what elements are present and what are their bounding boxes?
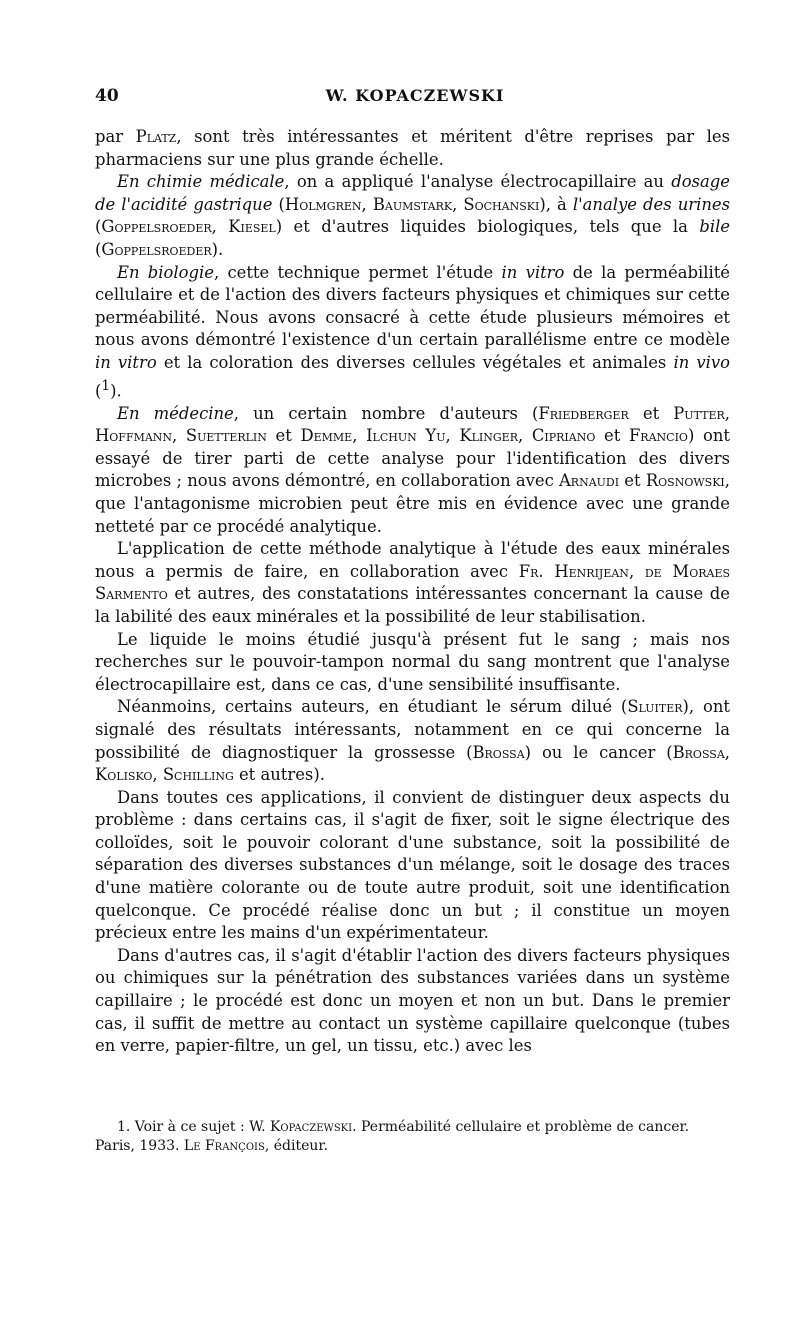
author-name: Rosnowski — [645, 471, 725, 491]
text-run: ( — [95, 239, 102, 259]
author-name: Le François — [183, 1138, 265, 1154]
author-name: Cipriano — [531, 426, 596, 446]
paragraph — [95, 262, 730, 403]
text-run: ), à — [539, 194, 573, 214]
text-run: , — [152, 765, 163, 785]
text-run: , — [724, 742, 730, 762]
text-run: et la coloration des diverses cellules végétales et animales — [156, 352, 674, 372]
text-run: Dans d'autres cas, il s'agit d'établir l'action des divers facteurs physiques ou chimiques sur la pénétration des substances variées dans un système capillaire ; le procédé est donc un moyen et non un but. Dans le premier cas, il suffit de mettre au contact un système capillaire quelconque (tubes en verre, papier-filtre, un gel, un tissu, etc.) avec les — [95, 945, 730, 1056]
author-name: Schilling — [162, 765, 234, 785]
text-run: ). — [211, 239, 224, 259]
footnote — [95, 1118, 730, 1156]
text-run: , — [211, 217, 229, 237]
italic-text: bile — [699, 217, 731, 237]
text-run: , — [361, 194, 373, 214]
text-run: par — [95, 127, 136, 146]
paragraph — [95, 403, 730, 539]
text-run: , — [352, 426, 367, 446]
text-run: 1. Voir à ce sujet : W. — [117, 1119, 270, 1135]
author-name: Francio — [628, 426, 688, 446]
text-run: . Perméabilité cellulaire et problème de cancer. Paris, 1933. — [95, 1119, 690, 1154]
author-name: Ilchun Yu — [366, 426, 446, 446]
paragraph — [95, 945, 730, 1058]
paragraph — [95, 538, 730, 628]
text-run: de la perméabilité cellulaire et de l'action des divers facteurs physiques et chimiques sur cette perméabilité. Nous avons consacré à cette étude plusieurs mémoires et nous avons démontré l'existence d'un certain parallélisme entre ce modèle — [95, 262, 730, 350]
author-name: Holmgren — [284, 194, 362, 214]
text-run: ) ont essayé de tirer parti de cette analyse pour l'identification des divers microbes ; nous avons démontré, en collaboration avec — [95, 426, 731, 491]
page-header — [95, 86, 735, 116]
paragraph — [95, 126, 730, 171]
italic-text: En biologie — [117, 262, 214, 282]
text-run: Dans toutes ces applications, il convient de distinguer deux aspects du problème : dans certains cas, il s'agit de fixer, soit le signe électrique des colloïdes, soit le pouvoir colorant d'une substance, soit la possibilité de séparation des diverses substances d'un mélange, soit le dosage des traces d'une matière colorante ou de toute autre produit, soit une identification quelconque. Ce procédé réalise donc un but ; il constitue un moyen précieux entre les mains d'un expérimentateur. — [95, 787, 730, 943]
text-run: Néanmoins, certains auteurs, en étudiant le sérum dilué ( — [117, 697, 628, 717]
author-name: Putter — [673, 403, 725, 423]
text-run: ). — [110, 381, 122, 400]
author-name: Sochanski — [463, 194, 540, 214]
text-run: , — [724, 403, 730, 423]
author-name: Friedberger — [538, 403, 629, 423]
author-name: Brossa — [672, 742, 725, 762]
footnote-text — [95, 1118, 730, 1156]
text-run: ) ou le cancer ( — [524, 742, 673, 762]
text-run: ), ont signalé des résultats intéressants, notamment en ce qui concerne la possibilité de diagnostiquer la grossesse ( — [95, 697, 731, 762]
italic-text: l'analye des urines — [572, 194, 731, 214]
author-name: Kiesel — [228, 217, 276, 237]
text-run: ( — [95, 217, 102, 237]
author-name: Arnaudi — [558, 471, 620, 491]
italic-text: in vivo — [673, 352, 730, 372]
text-run: , que l'antagonisme microbien peut être mis en évidence avec une grande netteté par ce procédé analytique. — [95, 471, 730, 536]
author-name: Goppelsroeder — [101, 239, 212, 259]
italic-text: dosage de l'acidité gastrique — [95, 172, 730, 214]
author-name: Platz — [135, 127, 177, 146]
text-run: ( — [272, 194, 285, 214]
text-run: , — [517, 426, 532, 446]
text-run: Le liquide le moins étudié jusqu'à présent fut le sang ; mais nos recherches sur le pouvoir-tampon normal du sang montrent que l'analyse électrocapillaire est, dans ce cas, d'une sensibilité insuffisante. — [95, 629, 730, 694]
text-run: et — [595, 426, 629, 446]
text-run: , cette technique permet l'étude — [213, 262, 502, 282]
page-number: 40 — [95, 86, 119, 106]
italic-text: En chimie médicale — [117, 172, 285, 192]
running-head: W. KOPACZEWSKI — [325, 86, 505, 105]
text-run: , — [628, 561, 645, 581]
text-run: , — [445, 426, 460, 446]
text-run: et autres). — [233, 765, 325, 785]
text-run: , éditeur. — [264, 1138, 329, 1154]
paragraph — [95, 171, 730, 261]
text-run: et — [628, 403, 674, 423]
author-name: Brossa — [472, 742, 525, 762]
author-name: Fr. Henrijean — [518, 561, 629, 581]
text-run: L'application de cette méthode analytique à l'étude des eaux minérales nous a permis de faire, en collaboration avec — [95, 539, 730, 581]
italic-text: in vitro — [95, 352, 157, 372]
text-run: ) et d'autres liquides biologiques, tels que la — [275, 217, 700, 237]
text-run: et — [619, 471, 646, 491]
text-run: , — [452, 194, 464, 214]
author-name: Demme — [300, 426, 353, 446]
footnote-ref: 1 — [101, 377, 111, 394]
text-run: et autres, des constatations intéressantes concernant la cause de la labilité des eaux minérales et la possibilité de leur stabilisation. — [95, 584, 730, 626]
author-name: Sluiter — [627, 697, 683, 717]
paragraph — [95, 629, 730, 697]
body-text — [95, 126, 730, 1058]
text-run: , on a appliqué l'analyse électrocapillaire au — [284, 172, 672, 192]
text-run: , un certain nombre d'auteurs ( — [233, 403, 539, 423]
author-name: Suetterlin — [185, 426, 267, 446]
text-run: ( — [95, 381, 102, 400]
text-run: , sont très intéressantes et méritent d'être reprises par les pharmaciens sur une plus grande échelle. — [95, 127, 730, 169]
text-run: et — [266, 426, 301, 446]
text-run: , — [172, 426, 186, 446]
author-name: Klinger — [459, 426, 518, 446]
author-name: Kolisko — [95, 765, 153, 785]
italic-text: in vitro — [501, 262, 565, 282]
author-name: Kopaczewski — [269, 1119, 353, 1135]
paragraph — [95, 787, 730, 945]
italic-text: En médecine — [117, 403, 234, 423]
author-name: Baumstark — [372, 194, 453, 214]
author-name: Hoffmann — [95, 426, 173, 446]
author-name: Goppelsroeder — [101, 217, 212, 237]
paragraph — [95, 696, 730, 786]
author-name: de Moraes Sarmento — [95, 561, 731, 604]
